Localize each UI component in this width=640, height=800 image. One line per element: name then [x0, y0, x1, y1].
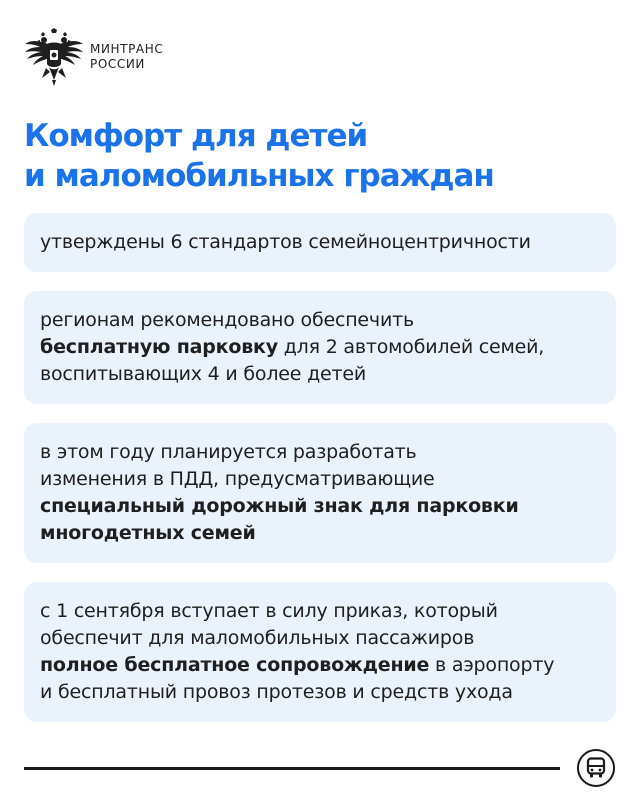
- info-card: [24, 213, 616, 272]
- double-headed-eagle-emblem-icon: [24, 28, 84, 86]
- info-card-line: [40, 229, 600, 256]
- emphasized-text: бесплатную парковку: [40, 336, 278, 358]
- card-text: и бесплатный провоз протезов и средств ухода: [40, 681, 513, 703]
- info-card-line: [40, 652, 600, 679]
- card-text: изменения в ПДД, предусматривающие: [40, 468, 435, 490]
- info-card: [24, 291, 616, 404]
- card-text: в этом году планируется разработать: [40, 441, 417, 463]
- header: [24, 28, 163, 86]
- card-text: с 1 сентября вступает в силу приказ, который: [40, 600, 498, 622]
- info-card-line: [40, 625, 600, 652]
- card-text: для 2 автомобилей семей,: [277, 336, 545, 358]
- footer-divider: [24, 767, 560, 770]
- page-title-line1: Комфорт для детей: [24, 118, 368, 154]
- card-text: в аэропорту: [429, 654, 555, 676]
- card-text: воспитывающих 4 и более детей: [40, 363, 367, 385]
- info-card-line: [40, 493, 600, 520]
- card-text: утверждены 6 стандартов семейноцентричности: [40, 231, 531, 253]
- emphasized-text: полное бесплатное сопровождение: [40, 654, 430, 676]
- info-card-line: [40, 679, 600, 706]
- info-card: [24, 582, 616, 722]
- info-card-line: [40, 466, 600, 493]
- info-card-line: [40, 598, 600, 625]
- card-text: регионам рекомендовано обеспечить: [40, 309, 414, 331]
- info-card: [24, 423, 616, 563]
- emphasized-text: многодетных семей: [40, 522, 256, 544]
- info-card-line: [40, 307, 600, 334]
- page-title: [24, 116, 494, 196]
- info-card-line: [40, 520, 600, 547]
- bus-button[interactable]: [577, 749, 615, 787]
- ministry-name-line2: РОССИИ: [90, 57, 145, 71]
- info-cards-list: [24, 213, 616, 741]
- page-title-line2: и маломобильных граждан: [24, 158, 494, 194]
- card-text: обеспечит для маломобильных пассажиров: [40, 627, 475, 649]
- emphasized-text: специальный дорожный знак для парковки: [40, 495, 519, 517]
- ministry-name-line1: МИНТРАНС: [90, 42, 164, 56]
- bus-icon: [586, 757, 606, 779]
- info-card-line: [40, 361, 600, 388]
- info-card-line: [40, 334, 600, 361]
- ministry-name: [90, 42, 163, 72]
- info-card-line: [40, 439, 600, 466]
